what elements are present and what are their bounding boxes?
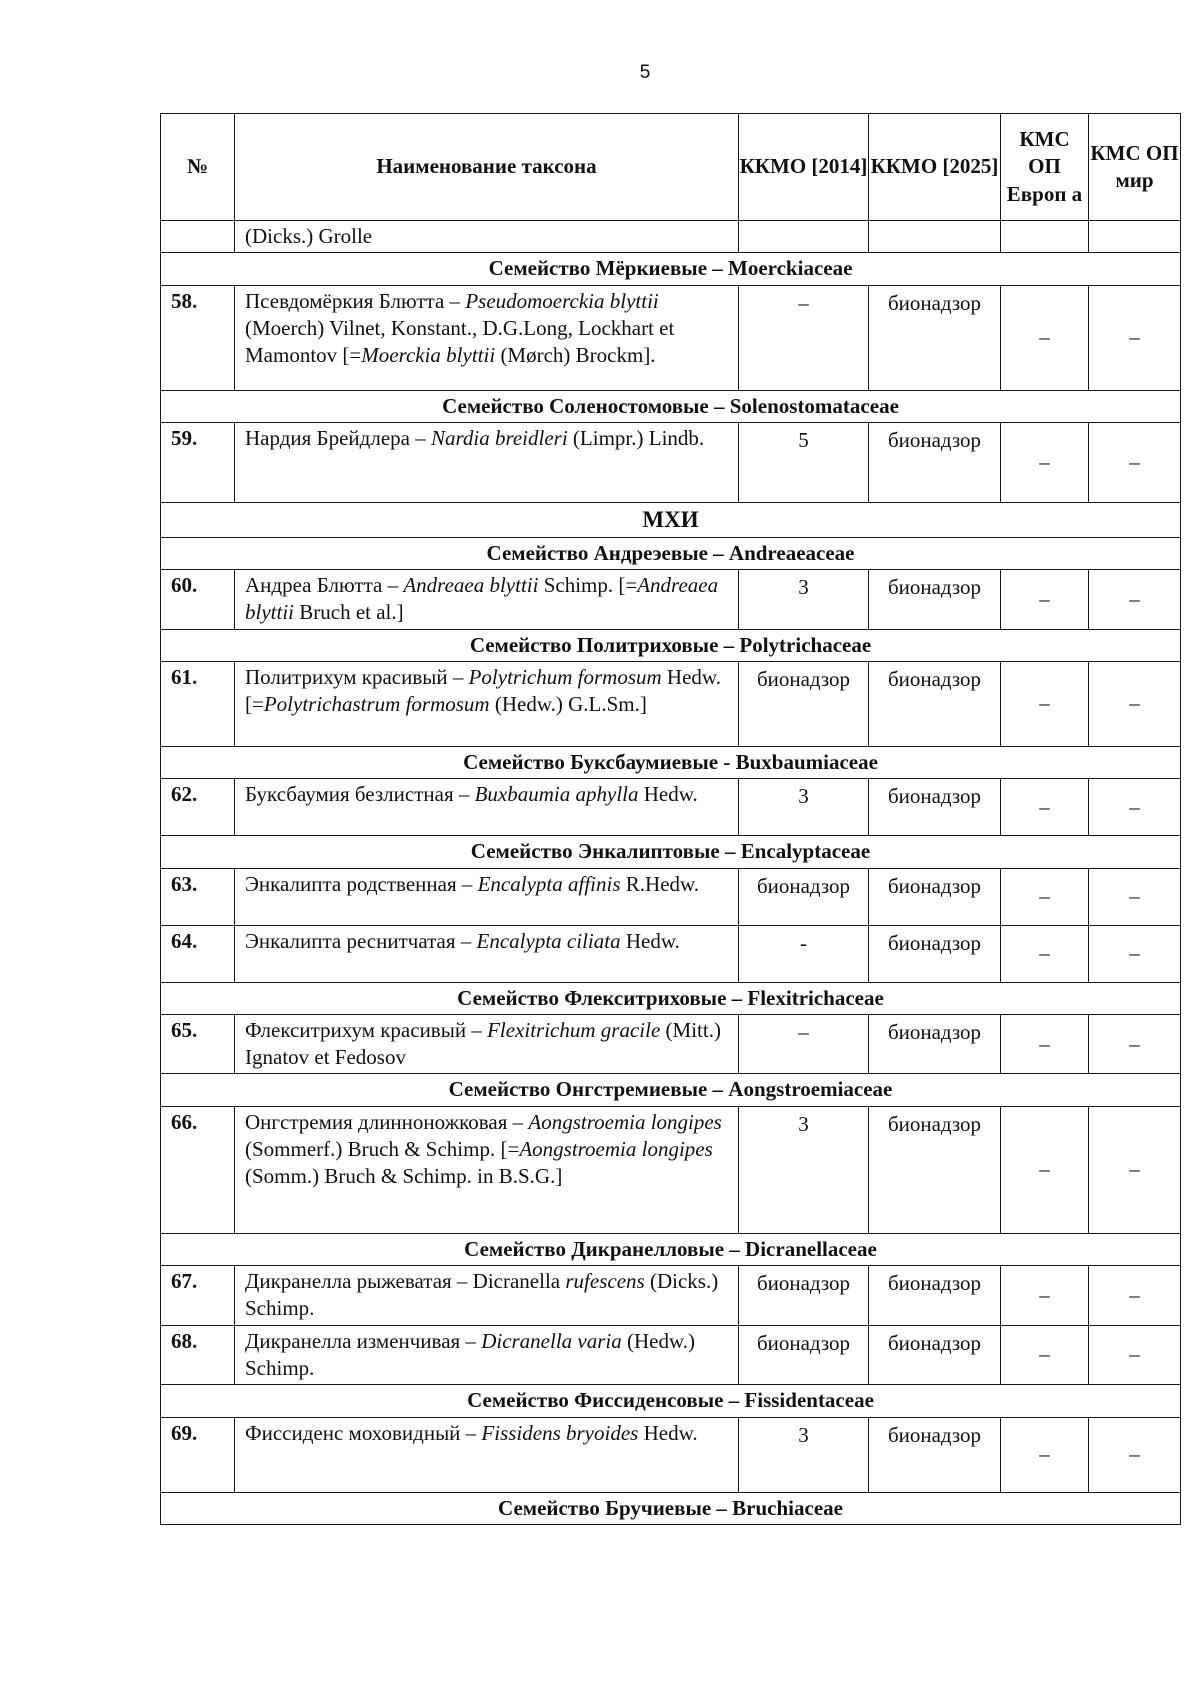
status-kkmo-2025: бионадзор bbox=[869, 1106, 1001, 1233]
taxon-name bbox=[235, 925, 739, 982]
row-number: 65. bbox=[161, 1014, 235, 1074]
family-heading: Семейство Бручиевые – Bruchiaceae bbox=[161, 1492, 1181, 1524]
name-text: Фиссиденс моховидный – bbox=[245, 1420, 482, 1445]
taxon-row bbox=[161, 1417, 1181, 1492]
latin-name: Encalypta ciliata bbox=[476, 928, 621, 953]
status-kms-world: – bbox=[1089, 868, 1181, 925]
status-kkmo-2014: 5 bbox=[739, 422, 869, 502]
status-kms-europe: – bbox=[1001, 570, 1089, 630]
family-heading: Семейство Дикранелловые – Dicranellaceae bbox=[161, 1233, 1181, 1265]
row-number: 68. bbox=[161, 1325, 235, 1385]
family-heading: Семейство Флекситриховые – Flexitrichaceae bbox=[161, 982, 1181, 1014]
status-kkmo-2025: бионадзор bbox=[869, 661, 1001, 746]
name-text: Hedw. [= bbox=[245, 664, 721, 717]
taxon-name bbox=[235, 422, 739, 502]
latin-name: Andreaea blyttii bbox=[403, 573, 539, 598]
row-number: 63. bbox=[161, 868, 235, 925]
name-text: (Dicks.) Schimp. bbox=[245, 1269, 719, 1321]
status-kms-europe: – bbox=[1001, 779, 1089, 836]
col-header-name: Наименование таксона bbox=[235, 114, 739, 221]
name-text: Политрихум красивый – bbox=[245, 664, 469, 689]
latin-name: Fissidens bryoides bbox=[481, 1420, 639, 1445]
status-kkmo-2025: бионадзор bbox=[869, 1325, 1001, 1385]
taxon-name bbox=[235, 570, 739, 630]
family-row bbox=[161, 1074, 1181, 1106]
taxon-row bbox=[161, 779, 1181, 836]
empty-cell bbox=[869, 221, 1001, 253]
status-kms-europe: – bbox=[1001, 925, 1089, 982]
status-kkmo-2025: бионадзор bbox=[869, 422, 1001, 502]
family-row bbox=[161, 836, 1181, 868]
status-kkmo-2025: бионадзор bbox=[869, 1266, 1001, 1326]
name-text: (Mørch) Brockm]. bbox=[495, 343, 656, 368]
status-kms-europe: – bbox=[1001, 422, 1089, 502]
family-heading: Семейство Андреэевые – Andreaeaceae bbox=[161, 537, 1181, 569]
taxa-table bbox=[160, 113, 1181, 1525]
status-kms-world: – bbox=[1089, 570, 1181, 630]
status-kms-europe: – bbox=[1001, 1417, 1089, 1492]
row-number: 62. bbox=[161, 779, 235, 836]
section-heading: МХИ bbox=[161, 502, 1181, 537]
status-kms-europe: – bbox=[1001, 285, 1089, 390]
family-heading: Семейство Буксбаумиевые - Buxbaumiaceae bbox=[161, 746, 1181, 778]
status-kms-europe: – bbox=[1001, 1266, 1089, 1326]
family-row bbox=[161, 537, 1181, 569]
status-kkmo-2025: бионадзор bbox=[869, 779, 1001, 836]
family-row bbox=[161, 1492, 1181, 1524]
taxon-row bbox=[161, 570, 1181, 630]
family-row bbox=[161, 390, 1181, 422]
status-kkmo-2014: 3 bbox=[739, 779, 869, 836]
status-kkmo-2014: бионадзор bbox=[739, 868, 869, 925]
name-text: Bruch et al.] bbox=[294, 600, 404, 625]
name-text: (Mitt.) Ignatov et Fedosov bbox=[245, 1017, 721, 1070]
family-row bbox=[161, 1385, 1181, 1417]
taxon-name bbox=[235, 1014, 739, 1074]
name-text: Андреа Блютта – bbox=[245, 573, 404, 598]
latin-name: Encalypta affinis bbox=[477, 871, 621, 896]
col-header-kms-europe: КМС ОП Европ а bbox=[1001, 114, 1089, 221]
latin-name: Buxbaumia aphylla bbox=[474, 782, 639, 807]
taxon-row bbox=[161, 925, 1181, 982]
empty-cell bbox=[739, 221, 869, 253]
family-row bbox=[161, 982, 1181, 1014]
family-heading: Семейство Энкалиптовые – Encalyptaceae bbox=[161, 836, 1181, 868]
latin-name: Pseudomoerckia blyttii bbox=[465, 288, 659, 313]
status-kkmo-2025: бионадзор bbox=[869, 1014, 1001, 1074]
row-number: 64. bbox=[161, 925, 235, 982]
latin-name: Andreaea blyttii bbox=[245, 573, 719, 625]
status-kms-europe: – bbox=[1001, 661, 1089, 746]
family-heading: Семейство Соленостомовые – Solenostomataceae bbox=[161, 390, 1181, 422]
status-kms-world: – bbox=[1089, 1106, 1181, 1233]
col-header-num: № bbox=[161, 114, 235, 221]
family-row bbox=[161, 1233, 1181, 1265]
name-text: (Sommerf.) Bruch & Schimp. [= bbox=[245, 1137, 520, 1162]
name-text: (Hedw.) G.L.Sm.] bbox=[489, 692, 647, 717]
taxon-row bbox=[161, 661, 1181, 746]
taxon-row bbox=[161, 285, 1181, 390]
section-row bbox=[161, 502, 1181, 537]
row-number: 60. bbox=[161, 570, 235, 630]
col-header-kkmo-2014: ККМО [2014] bbox=[739, 114, 869, 221]
taxon-name bbox=[235, 868, 739, 925]
name-text: (Somm.) Bruch & Schimp. in B.S.G.] bbox=[245, 1164, 563, 1189]
name-text: Дикранелла изменчивая – bbox=[245, 1328, 482, 1353]
status-kkmo-2014: 3 bbox=[739, 1417, 869, 1492]
status-kms-world: – bbox=[1089, 1325, 1181, 1385]
name-text: Hedw. bbox=[638, 782, 698, 807]
row-number: 61. bbox=[161, 661, 235, 746]
name-text: Энкалипта реснитчатая – bbox=[245, 928, 477, 953]
latin-name: Dicranella varia bbox=[481, 1328, 622, 1353]
row-number: 58. bbox=[161, 285, 235, 390]
continuation-row bbox=[161, 221, 1181, 253]
latin-name: Moerckia blyttii bbox=[361, 343, 496, 368]
status-kkmo-2025: бионадзор bbox=[869, 925, 1001, 982]
taxon-name bbox=[235, 661, 739, 746]
status-kkmo-2025: бионадзор bbox=[869, 285, 1001, 390]
status-kkmo-2014: бионадзор bbox=[739, 661, 869, 746]
status-kms-europe: – bbox=[1001, 1106, 1089, 1233]
status-kms-europe: – bbox=[1001, 1325, 1089, 1385]
taxon-name bbox=[235, 285, 739, 390]
name-text: Schimp. [= bbox=[538, 573, 638, 598]
latin-name: rufescens bbox=[565, 1269, 645, 1294]
status-kkmo-2025: бионадзор bbox=[869, 570, 1001, 630]
status-kms-europe: – bbox=[1001, 868, 1089, 925]
name-text: Буксбаумия безлистная – bbox=[245, 782, 475, 807]
row-number: 69. bbox=[161, 1417, 235, 1492]
empty-cell bbox=[1001, 221, 1089, 253]
name-text: Дикранелла рыжеватая – Dicranella bbox=[245, 1269, 566, 1294]
status-kms-world: – bbox=[1089, 285, 1181, 390]
status-kms-world: – bbox=[1089, 779, 1181, 836]
status-kkmo-2014: – bbox=[739, 285, 869, 390]
table-body bbox=[161, 221, 1181, 1525]
latin-name: Flexitrichum gracile bbox=[487, 1017, 661, 1042]
taxon-name bbox=[235, 1325, 739, 1385]
empty-cell bbox=[1089, 221, 1181, 253]
latin-name: Aongstroemia longipes bbox=[528, 1109, 722, 1134]
family-row bbox=[161, 629, 1181, 661]
taxon-name bbox=[235, 1417, 739, 1492]
family-row bbox=[161, 746, 1181, 778]
row-number bbox=[161, 221, 235, 253]
family-heading: Семейство Мёркиевые – Moerckiaceae bbox=[161, 253, 1181, 285]
name-text: Нардия Брейдлера – bbox=[245, 425, 431, 450]
name-text: (Hedw.) Schimp. bbox=[245, 1328, 696, 1380]
status-kkmo-2014: – bbox=[739, 1014, 869, 1074]
name-text: Онгстремия длинноножковая – bbox=[245, 1109, 529, 1134]
name-text: Флекситрихум красивый – bbox=[245, 1017, 488, 1042]
family-heading: Семейство Политриховые – Polytrichaceae bbox=[161, 629, 1181, 661]
name-text: Энкалипта родственная – bbox=[245, 871, 478, 896]
status-kms-world: – bbox=[1089, 1014, 1181, 1074]
latin-name: Aongstroemia longipes bbox=[519, 1137, 713, 1162]
name-text: (Moerch) Vilnet, Konstant., D.G.Long, Lockhart et Mamontov [= bbox=[245, 315, 675, 368]
header-row bbox=[161, 114, 1181, 221]
status-kkmo-2014: 3 bbox=[739, 1106, 869, 1233]
taxon-name: (Dicks.) Grolle bbox=[235, 221, 739, 253]
name-text: R.Hedw. bbox=[620, 871, 700, 896]
status-kms-world: – bbox=[1089, 1266, 1181, 1326]
row-number: 59. bbox=[161, 422, 235, 502]
taxon-name bbox=[235, 1266, 739, 1326]
status-kkmo-2014: 3 bbox=[739, 570, 869, 630]
latin-name: Polytrichum formosum bbox=[468, 664, 662, 689]
taxon-row bbox=[161, 1106, 1181, 1233]
name-text: Псевдомёркия Блютта – bbox=[245, 288, 466, 313]
taxon-row bbox=[161, 1266, 1181, 1326]
page-number: 5 bbox=[639, 62, 651, 83]
status-kms-world: – bbox=[1089, 661, 1181, 746]
family-heading: Семейство Фиссиденсовые – Fissidentaceae bbox=[161, 1385, 1181, 1417]
latin-name: Nardia breidleri bbox=[430, 425, 568, 450]
name-text: Hedw. bbox=[638, 1420, 698, 1445]
taxon-row bbox=[161, 422, 1181, 502]
name-text: (Limpr.) Lindb. bbox=[567, 425, 705, 450]
status-kkmo-2014: - bbox=[739, 925, 869, 982]
taxon-row bbox=[161, 1014, 1181, 1074]
row-number: 67. bbox=[161, 1266, 235, 1326]
status-kkmo-2014: бионадзор bbox=[739, 1325, 869, 1385]
status-kkmo-2025: бионадзор bbox=[869, 868, 1001, 925]
family-heading: Семейство Онгстремиевые – Aongstroemiaceae bbox=[161, 1074, 1181, 1106]
status-kms-world: – bbox=[1089, 422, 1181, 502]
taxon-row bbox=[161, 868, 1181, 925]
status-kms-world: – bbox=[1089, 1417, 1181, 1492]
taxon-row bbox=[161, 1325, 1181, 1385]
col-header-kms-world: КМС ОП мир bbox=[1089, 114, 1181, 221]
latin-name: Polytrichastrum formosum bbox=[263, 692, 490, 717]
status-kms-world: – bbox=[1089, 925, 1181, 982]
col-header-kkmo-2025: ККМО [2025] bbox=[869, 114, 1001, 221]
name-text: Hedw. bbox=[620, 928, 680, 953]
family-row bbox=[161, 253, 1181, 285]
status-kms-europe: – bbox=[1001, 1014, 1089, 1074]
taxon-name bbox=[235, 1106, 739, 1233]
status-kkmo-2025: бионадзор bbox=[869, 1417, 1001, 1492]
row-number: 66. bbox=[161, 1106, 235, 1233]
taxon-name bbox=[235, 779, 739, 836]
status-kkmo-2014: бионадзор bbox=[739, 1266, 869, 1326]
